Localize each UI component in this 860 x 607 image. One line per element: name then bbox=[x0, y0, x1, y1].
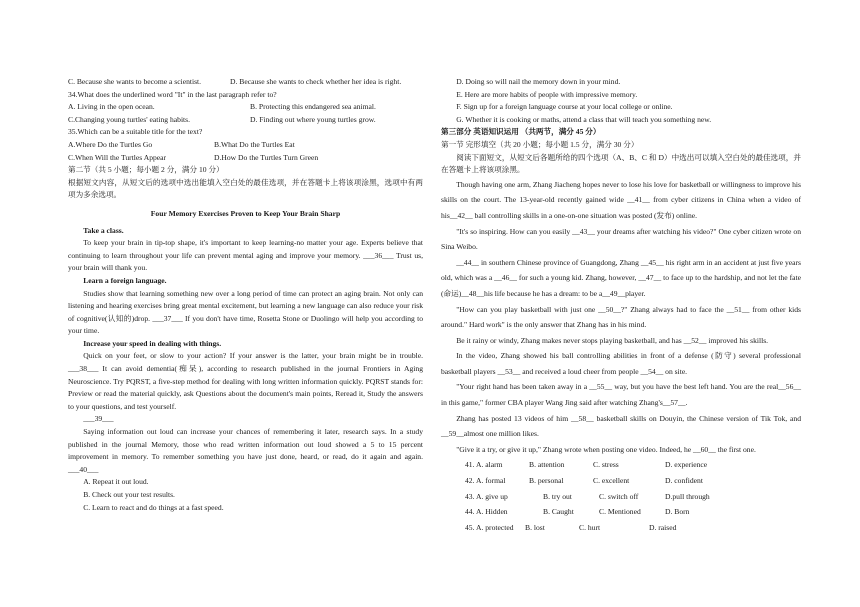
q34-option-a: A. Living in the open ocean. bbox=[68, 102, 155, 112]
cloze-paragraph-7: "Your right hand has been taken away in a __55__ way, but you have the best left hand. You are the real__56__ in this game," former CBA player Wang Jing said after watching Zhang's__57__. bbox=[441, 382, 801, 408]
q41-option-d: D. experience bbox=[665, 460, 708, 470]
q42-options bbox=[441, 473, 801, 489]
heading-foreign-language: Learn a foreign language. bbox=[83, 275, 167, 285]
q33-options bbox=[68, 76, 423, 89]
option-a: A. Repeat it out loud. bbox=[83, 477, 149, 487]
q44-option-c: C. Mentioned bbox=[599, 507, 641, 517]
section2-header: 第二节（共 5 小题；每小题 2 分，满分 10 分） bbox=[68, 165, 224, 175]
cloze-paragraph-4: "How can you play basketball with just one __50__?" Zhang always had to face the __51__ from other kids around." Hard work" is the only answer that Zhang has in his mind. bbox=[441, 304, 801, 330]
q45-option-a: 45. A. protected bbox=[465, 522, 514, 532]
cloze-paragraph-6: In the video, Zhang showed his ball controlling abilities in front of a defense (防守) several professional basketball players __53__ and received a loud cheer from people __54__ on site. bbox=[441, 351, 801, 376]
cloze-paragraph-2: "It's so inspiring. How can you easily __43__ your dreams after watching his video?" One cyber citizen wrote on Sina Weibo. bbox=[441, 226, 801, 252]
cloze-paragraph-5: Be it rainy or windy, Zhang makes never stops playing basketball, and has __52__ improved his skills. bbox=[456, 335, 769, 345]
part3-header: 第三部分 英语知识运用 （共两节，满分 45 分） bbox=[441, 127, 601, 137]
q45-option-b: B. lost bbox=[525, 522, 545, 532]
q44-option-a: 44. A. Hidden bbox=[465, 507, 508, 517]
q35-option-a: A.Where Do the Turtles Go bbox=[68, 139, 153, 149]
cloze-paragraph-3: __44__ in southern Chinese province of Guangdong, Zhang __45__ his right arm in an accident at just five years old, which was a __46__ for such a young kid. Zhang, however, __47__ to face up to the hardship, and not let the fate (命运)__48__his life because he has a dream: to be a__49__player. bbox=[441, 257, 801, 298]
q33-option-d: D. Because she wants to check whether her idea is right. bbox=[230, 77, 402, 86]
heading-take-a-class: Take a class. bbox=[83, 225, 124, 235]
option-f: F. Sign up for a foreign language course at your local college or online. bbox=[456, 102, 673, 112]
cloze-instructions: 阅读下面短文，从短文后各题所给的四个选项（A、B、C 和 D）中选出可以填入空白处的最佳选项，并在答题卡上将该项涂黑。 bbox=[441, 152, 801, 175]
q42-option-c: C. excellent bbox=[593, 476, 630, 486]
paragraph-3: Quick on your feet, or slow to your action? If your answer is the latter, your brain might be in trouble. ___38___ It can avoid dementia(痴呆), according to research published in the journal Frontiers in Aging Neuroscience. Try PQRST, a five-step method for dealing with long written information quickly. PQRST stands for: Preview or read the material quickly, ask Questions about the document's main points, Reread it, Study the answers to your questions, and test yourself. bbox=[68, 351, 423, 411]
cloze-paragraph-1: Though having one arm, Zhang Jiacheng hopes never to lose his love for basketball or willingness to improve his skills on the court. The 13-year-old recently gained wide __41__ from cyber citizens in China when a video of his__42__ ball controlling skills in a one-on-one situation was posted (发布) online. bbox=[441, 179, 801, 220]
paragraph-2: Studies show that learning something new over a long period of time can protect an aging brain. Not only can listening and hearing exercises bring great mental excitement, but learning a new language can also reduce your risk of cognitive(认知的)drop. ___37___ If you don't have time, Rosetta Stone or Duolingo will help you according to your time. bbox=[68, 288, 423, 336]
option-d: D. Doing so will nail the memory down in your mind. bbox=[456, 77, 621, 86]
q41-option-b: B. attention bbox=[529, 460, 565, 470]
option-g: G. Whether it is cooking or maths, attend a class that will teach you something new. bbox=[456, 114, 712, 124]
q44-option-d: D. Born bbox=[665, 507, 690, 517]
q45-option-d: D. raised bbox=[649, 522, 677, 532]
paragraph-1: To keep your brain in tip-top shape, it's important to keep learning-no matter your age. Experts believe that continuing to learn throughout your life can prevent mental aging and improve your memory. ___36___ Trust us, your brain will thank you. bbox=[68, 238, 423, 273]
option-b: B. Check out your test results. bbox=[83, 490, 175, 499]
q45-options bbox=[441, 520, 801, 536]
q45-option-c: C. hurt bbox=[579, 522, 601, 532]
cloze-paragraph-9: "Give it a try, or give it up," Zhang wrote when posting one video. Indeed, he __60__ the first one. bbox=[456, 444, 756, 454]
q35-options-cd bbox=[68, 152, 423, 165]
left-column bbox=[68, 76, 423, 514]
q42-option-b: B. personal bbox=[529, 476, 564, 486]
paragraph-4: Saying information out loud can increase your chances of remembering it later, research says. In a study published in the journal Memory, those who read written information out loud showed a 5 to 15 percent improvement in memory. To remember something you have just done, heard, or read, do it again and again. ___40___ bbox=[68, 427, 423, 474]
q42-option-a: 42. A. formal bbox=[465, 476, 506, 486]
section2-instructions: 根据短文内容，从短文后的选项中选出能填入空白处的最佳选项，并在答题卡上将该项涂黑，选项中有两项为多余选项。 bbox=[68, 177, 423, 200]
article-title: Four Memory Exercises Proven to Keep Your Brain Sharp bbox=[150, 208, 341, 218]
q35-option-c: C.When Will the Turtles Appear bbox=[68, 152, 167, 162]
option-c: C. Learn to react and do things at a fast speed. bbox=[83, 502, 224, 512]
q34-option-c: C.Changing young turtles' eating habits. bbox=[68, 114, 191, 124]
q34-stem: 34.What does the underlined word "It" in the last paragraph refer to? bbox=[68, 89, 277, 99]
q42-option-d: D. confident bbox=[665, 476, 703, 486]
q34-option-b: B. Protecting this endangered sea animal. bbox=[250, 102, 376, 112]
q35-option-b: B.What Do the Turtles Eat bbox=[214, 139, 295, 149]
option-e: E. Here are more habits of people with impressive memory. bbox=[456, 89, 638, 99]
blank-39: ___39___ bbox=[83, 414, 114, 424]
q43-option-c: C. switch off bbox=[599, 491, 639, 501]
cloze-section-header: 第一节 完形填空（共 20 小题；每小题 1.5 分，满分 30 分） bbox=[441, 139, 639, 149]
q35-option-d: D.How Do the Turtles Turn Green bbox=[214, 152, 319, 162]
q33-option-c: C. Because she wants to become a scientist. bbox=[68, 77, 202, 86]
q41-option-c: C. stress bbox=[593, 460, 619, 470]
q44-option-b: B. Caught bbox=[543, 507, 574, 517]
q41-option-a: 41. A. alarm bbox=[465, 460, 503, 470]
q34-options-ab bbox=[68, 101, 423, 114]
q41-options bbox=[441, 457, 801, 473]
q35-stem: 35.Which can be a suitable title for the text? bbox=[68, 127, 203, 137]
cloze-passage bbox=[441, 177, 801, 458]
q35-options-ab bbox=[68, 139, 423, 152]
cloze-paragraph-8: Zhang has posted 13 videos of him __58__ basketball skills on Douyin, the Chinese version of Tik Tok, and __59__almost one million likes. bbox=[441, 413, 801, 439]
right-column bbox=[441, 76, 801, 535]
q34-options-cd bbox=[68, 114, 423, 127]
q43-option-b: B. try out bbox=[543, 491, 572, 501]
q34-option-d: D. Finding out where young turtles grow. bbox=[250, 114, 376, 124]
cloze-questions bbox=[441, 457, 801, 535]
q44-options bbox=[441, 504, 801, 520]
heading-increase-speed: Increase your speed in dealing with things. bbox=[83, 338, 222, 348]
q43-options bbox=[441, 489, 801, 505]
q43-option-d: D.pull through bbox=[665, 491, 710, 501]
q43-option-a: 43. A. give up bbox=[465, 491, 508, 501]
